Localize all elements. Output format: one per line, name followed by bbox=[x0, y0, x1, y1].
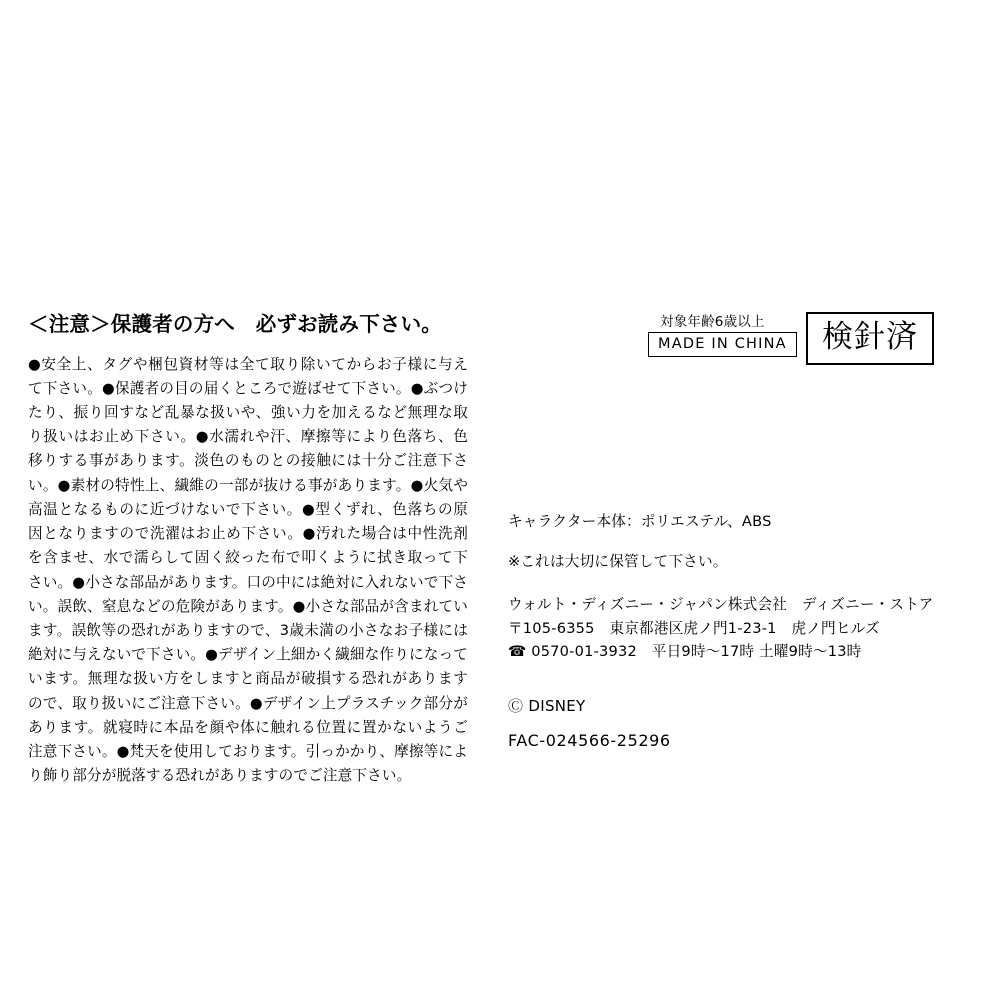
age-restriction-label: 対象年齢6歳以上 bbox=[660, 314, 765, 330]
badge-row bbox=[508, 310, 968, 364]
product-code-text: FAC-024566-25296 bbox=[508, 731, 671, 750]
caution-heading: ＜注意＞保護者の方へ 必ずお読み下さい。 bbox=[28, 312, 442, 336]
made-in-china-badge: MADE IN CHINA bbox=[648, 332, 797, 357]
needle-inspection-stamp: 検針済 bbox=[806, 312, 934, 365]
keep-note-text: ※これは大切に保管して下さい。 bbox=[508, 553, 728, 570]
company-name: ウォルト・ディズニー・ジャパン株式会社 ディズニー・ストア bbox=[508, 596, 934, 613]
company-address: 〒105-6355 東京都港区虎ノ門1-23-1 虎ノ門ヒルズ bbox=[508, 619, 880, 637]
copyright-text: Ⓒ DISNEY bbox=[508, 697, 586, 715]
company-phone: ☎ 0570-01-3932 平日9時〜17時 土曜9時〜13時 bbox=[508, 643, 862, 661]
material-text: キャラクター本体：ポリエステル、ABS bbox=[508, 513, 772, 530]
company-block bbox=[508, 593, 933, 664]
caution-section bbox=[28, 312, 468, 789]
caution-body-text: ●安全上、タグや梱包資材等は全て取り除いてからお子様に与えて下さい。●保護者の目の届くところで遊ばせて下さい。●ぶつけたり、振り回すなど乱暴な扱いや、強い力を加えるなど無理な取り扱いはお止め下さい。●水濡れや汗、摩擦等により色落ち、色移りする事があります。淡色のものとの接触には十分ご注意下さい。●素材の特性上、繊維の一部が抜ける事があります。●火気や高温となるものに近づけないで下さい。●型くずれ、色落ちの原因となりますので洗濯はお止め下さい。●汚れた場合は中性洗剤を含ませ、水で濡らして固く絞った布で叩くように拭き取って下さい。●小さな部品があります。口の中には絶対に入れないで下さい。誤飲、窒息などの危険があります。●小さな部品が含まれています。誤飲等の恐れがありますので、3歳未満の小さなお子様には絶対に与えないで下さい。●デザイン上細かく繊細な作りになっています。無理な扱い方をしますと商品が破損する恐れがありますので、取り扱いにご注意下さい。●デザイン上プラスチック部分があります。就寝時に本品を顔や体に触れる位置に置かないようご注意下さい。●梵天を使用しております。引っかかり、摩擦等により飾り部分が脱落する恐れがありますのでご注意下さい。 bbox=[28, 355, 468, 785]
product-info-section bbox=[508, 310, 968, 750]
